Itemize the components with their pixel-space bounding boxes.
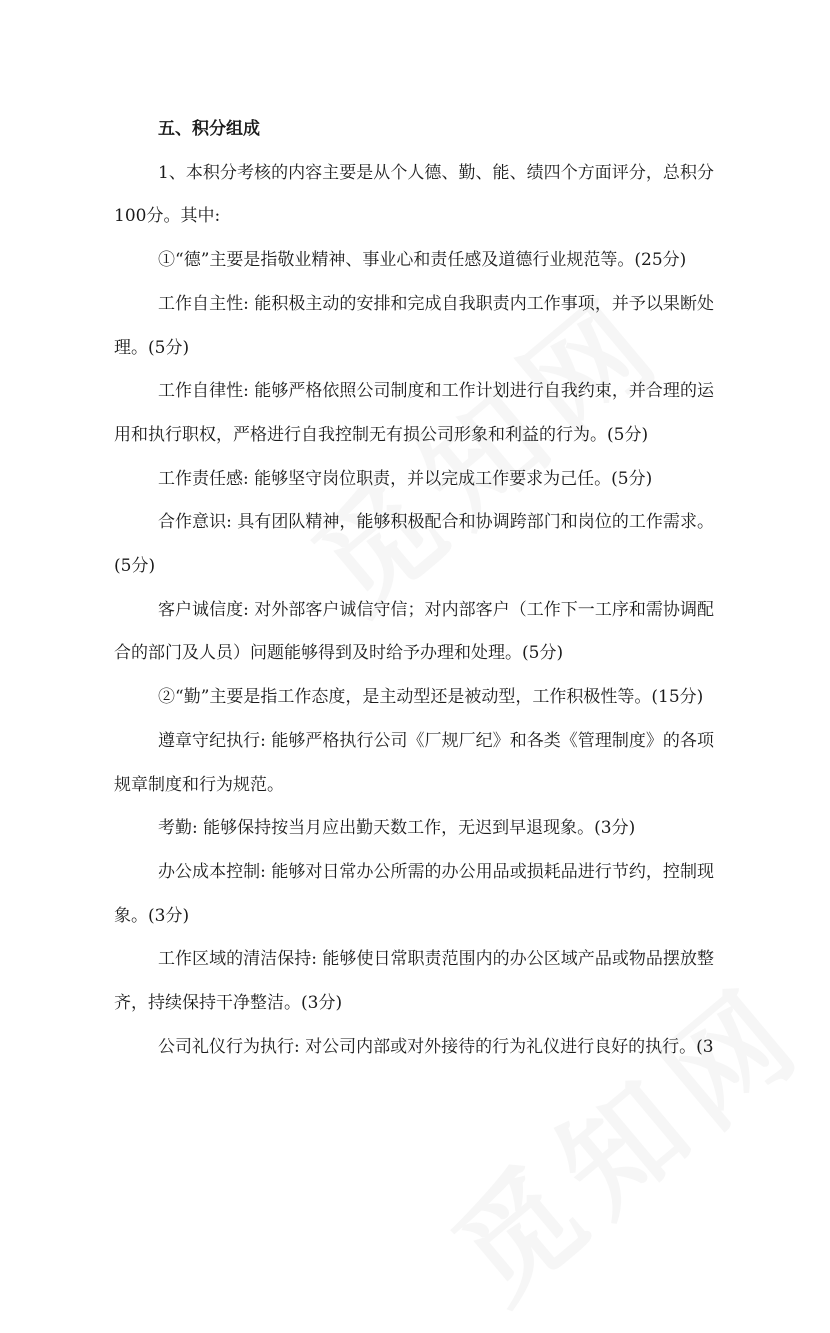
paragraph: 客户诚信度: 对外部客户诚信守信；对内部客户（工作下一工序和需协调配合的部门及人员）问题能够得到及时给予办理和处理。(5分)	[114, 599, 714, 664]
paragraph: 考勤: 能够保持按当月应出勤天数工作，无迟到早退现象。(3分)	[158, 818, 636, 839]
section-heading: 五、积分组成	[158, 119, 260, 139]
document-body	[114, 108, 714, 1069]
paragraph: 工作自主性: 能积极主动的安排和完成自我职责内工作事项，并予以果断处理。(5分)	[114, 293, 714, 358]
paragraph: 工作自律性: 能够严格依照公司制度和工作计划进行自我约束，并合理的运用和执行职权，严格进行自我控制无有损公司形象和利益的行为。(5分)	[114, 381, 714, 445]
paragraph: 合作意识: 具有团队精神，能够积极配合和协调跨部门和岗位的工作需求。(5分)	[114, 512, 714, 577]
paragraph: 公司礼仪行为执行: 对公司内部或对外接待的行为礼仪进行良好的执行。(3	[158, 1036, 714, 1057]
paragraph: ①“德”主要是指敬业精神、事业心和责任感及道德行业规范等。(25分)	[158, 250, 687, 271]
paragraph: ②“勤”主要是指工作态度，是主动型还是被动型，工作积极性等。(15分)	[158, 687, 704, 708]
paragraph: 1、本积分考核的内容主要是从个人德、勤、能、绩四个方面评分，总积分100分。其中:	[114, 162, 714, 227]
paragraph: 工作责任感: 能够坚守岗位职责，并以完成工作要求为己任。(5分)	[158, 468, 653, 489]
paragraph: 办公成本控制: 能够对日常办公所需的办公用品或损耗品进行节约，控制现象。(3分)	[114, 861, 714, 926]
paragraph: 遵章守纪执行: 能够严格执行公司《厂规厂纪》和各类《管理制度》的各项规章制度和行为规范。	[114, 730, 714, 795]
paragraph: 工作区域的清洁保持: 能够使日常职责范围内的办公区域产品或物品摆放整齐，持续保持干净整洁。(3分)	[114, 949, 714, 1014]
